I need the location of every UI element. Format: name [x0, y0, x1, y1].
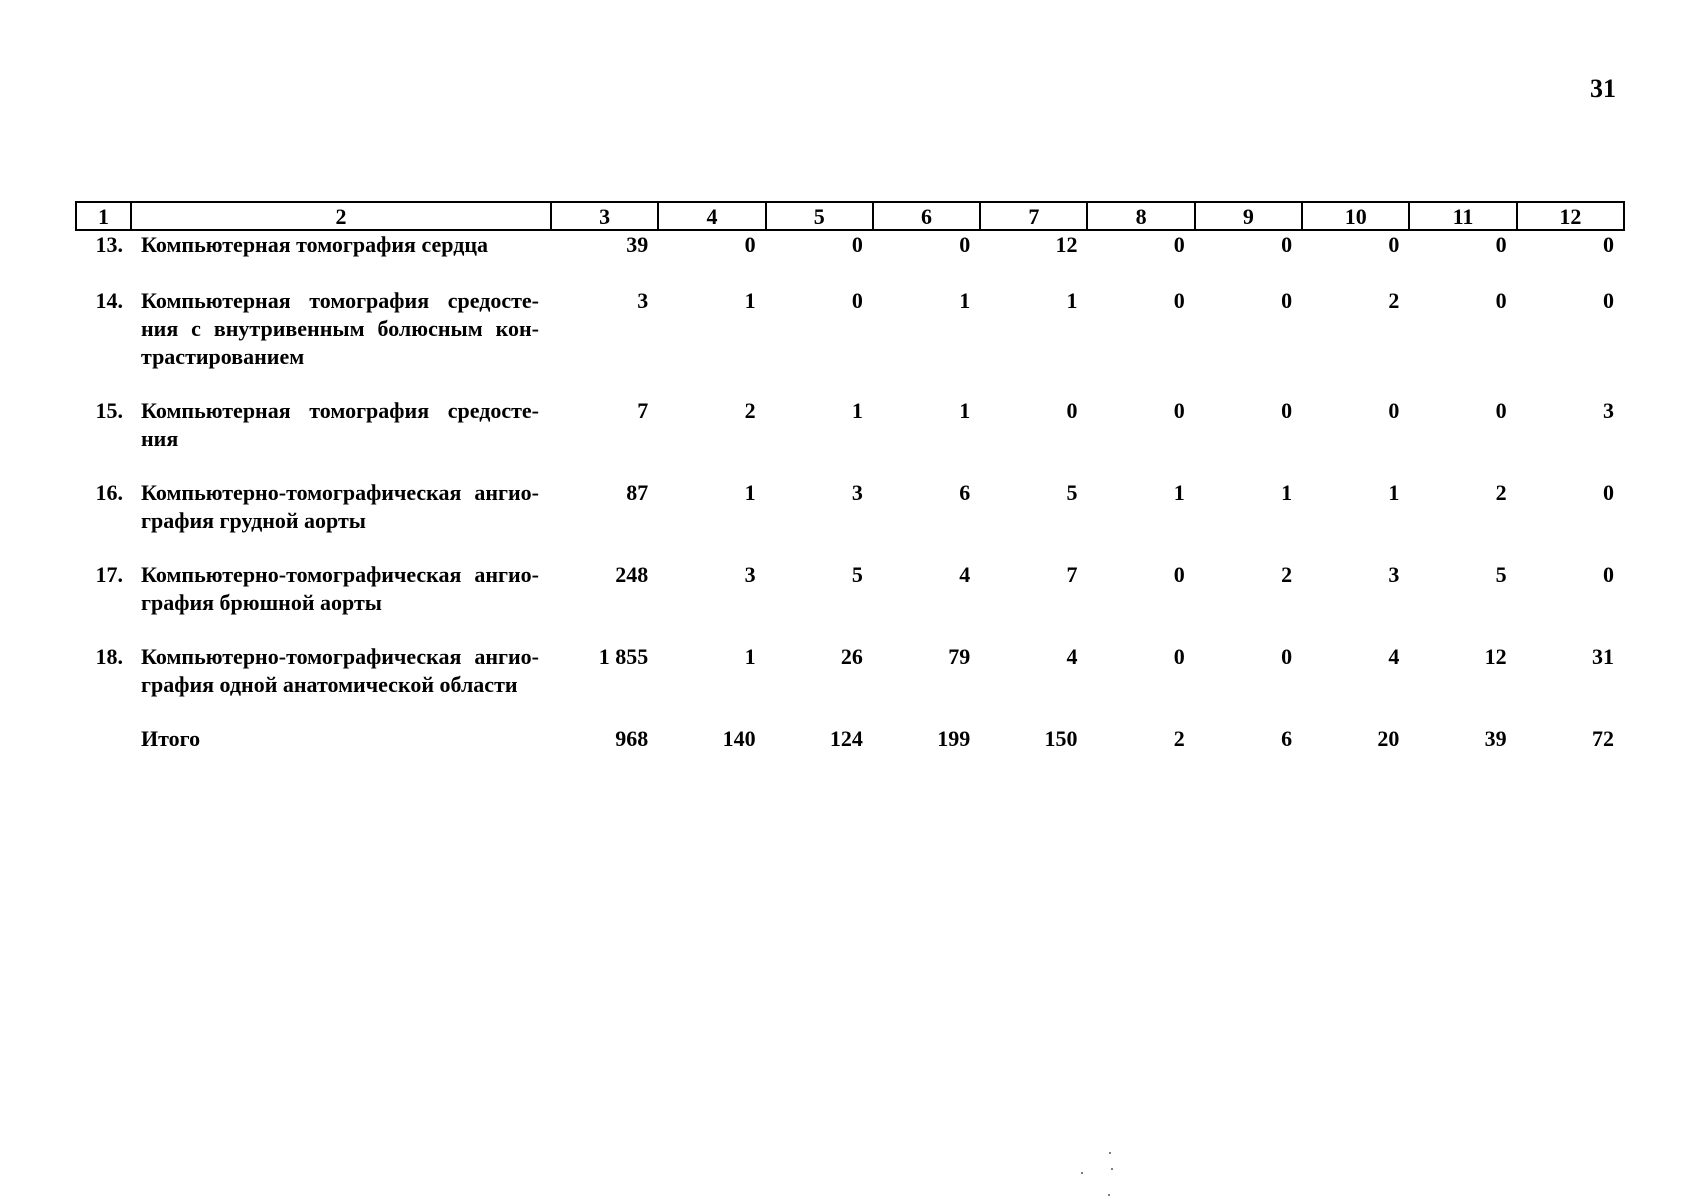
- cell-value: 12: [1055, 232, 1078, 257]
- cell-value: 248: [615, 562, 649, 587]
- cell-value: 1: [744, 288, 756, 313]
- cell-value: 0: [959, 232, 971, 257]
- cell-value: 968: [615, 726, 649, 751]
- table-total-row: [76, 723, 1624, 779]
- cell-value: 1: [1066, 288, 1078, 313]
- column-header: 1: [76, 202, 131, 230]
- cell-value: 2: [1173, 726, 1185, 751]
- cell-value: 0: [1602, 232, 1614, 257]
- cell-value: 0: [1495, 232, 1507, 257]
- table-row: [76, 395, 1624, 477]
- speck: [1109, 1152, 1111, 1154]
- cell-value: 150: [1044, 726, 1078, 751]
- column-header: 11: [1409, 202, 1516, 230]
- cell-value: 0: [851, 232, 863, 257]
- column-header: 10: [1302, 202, 1409, 230]
- cell-value: 0: [1173, 288, 1185, 313]
- cell-value: 4: [1066, 644, 1078, 669]
- cell-value: 3: [1388, 562, 1400, 587]
- column-header: 9: [1195, 202, 1302, 230]
- cell-value: 2: [1281, 562, 1293, 587]
- cell-value: 1: [1173, 480, 1185, 505]
- cell-value: 3: [637, 288, 649, 313]
- row-name: Компьютерно-томографическая ангио-графия одной анатомической области: [141, 644, 539, 697]
- row-name: Итого: [141, 726, 201, 751]
- table-row: [76, 230, 1624, 285]
- cell-value: 1: [851, 398, 863, 423]
- cell-value: 124: [829, 726, 863, 751]
- cell-value: 2: [1495, 480, 1507, 505]
- row-number: [76, 723, 131, 779]
- table-row: [76, 559, 1624, 641]
- row-number: 15.: [95, 398, 123, 423]
- cell-value: 5: [851, 562, 863, 587]
- table-header-row: [76, 202, 1624, 230]
- column-header: 6: [873, 202, 980, 230]
- cell-value: 6: [959, 480, 971, 505]
- table-row: [76, 641, 1624, 723]
- cell-value: 0: [1173, 562, 1185, 587]
- cell-value: 1: [1281, 480, 1293, 505]
- cell-value: 0: [1281, 398, 1293, 423]
- cell-value: 31: [1591, 644, 1614, 669]
- cell-value: 5: [1495, 562, 1507, 587]
- column-header: 2: [131, 202, 551, 230]
- cell-value: 72: [1591, 726, 1614, 751]
- cell-value: 5: [1066, 480, 1078, 505]
- column-header: 12: [1517, 202, 1624, 230]
- cell-value: 0: [1495, 288, 1507, 313]
- cell-value: 39: [1484, 726, 1507, 751]
- page-number: 31: [1590, 74, 1616, 103]
- cell-value: 1: [959, 288, 971, 313]
- row-name: Компьютерная томография средосте-ния: [141, 398, 539, 451]
- cell-value: 0: [1173, 644, 1185, 669]
- cell-value: 7: [1066, 562, 1078, 587]
- column-header: 3: [551, 202, 658, 230]
- statistics-table: [75, 201, 1625, 779]
- cell-value: 140: [722, 726, 756, 751]
- row-name: Компьютерно-томографическая ангио-графия грудной аорты: [141, 480, 539, 533]
- column-header: 7: [980, 202, 1087, 230]
- cell-value: 0: [1495, 398, 1507, 423]
- row-number: 13.: [95, 232, 123, 257]
- cell-value: 0: [1066, 398, 1078, 423]
- cell-value: 3: [851, 480, 863, 505]
- cell-value: 1: [959, 398, 971, 423]
- row-name: Компьютерная томография сердца: [141, 232, 489, 257]
- row-number: 16.: [95, 480, 123, 505]
- cell-value: 20: [1377, 726, 1400, 751]
- cell-value: 0: [851, 288, 863, 313]
- row-number: 14.: [95, 288, 123, 313]
- cell-value: 87: [626, 480, 649, 505]
- cell-value: 1: [1388, 480, 1400, 505]
- cell-value: 1 855: [598, 644, 649, 669]
- cell-value: 0: [744, 232, 756, 257]
- row-number: 17.: [95, 562, 123, 587]
- table-row: [76, 285, 1624, 395]
- cell-value: 199: [937, 726, 971, 751]
- cell-value: 12: [1484, 644, 1507, 669]
- cell-value: 0: [1602, 288, 1614, 313]
- cell-value: 4: [959, 562, 971, 587]
- cell-value: 1: [744, 480, 756, 505]
- speck: [1081, 1172, 1083, 1174]
- table-row: [76, 477, 1624, 559]
- column-header: 4: [658, 202, 765, 230]
- cell-value: 0: [1281, 288, 1293, 313]
- cell-value: 0: [1173, 398, 1185, 423]
- cell-value: 2: [1388, 288, 1400, 313]
- cell-value: 6: [1281, 726, 1293, 751]
- cell-value: 0: [1602, 562, 1614, 587]
- cell-value: 26: [840, 644, 863, 669]
- cell-value: 0: [1388, 232, 1400, 257]
- speck: [1108, 1194, 1110, 1196]
- column-header: 5: [766, 202, 873, 230]
- cell-value: 2: [744, 398, 756, 423]
- cell-value: 4: [1388, 644, 1400, 669]
- cell-value: 0: [1173, 232, 1185, 257]
- row-number: 18.: [95, 644, 123, 669]
- cell-value: 79: [948, 644, 971, 669]
- row-name: Компьютерно-томографическая ангио-графия брюшной аорты: [141, 562, 539, 615]
- cell-value: 0: [1388, 398, 1400, 423]
- cell-value: 0: [1281, 232, 1293, 257]
- cell-value: 3: [744, 562, 756, 587]
- cell-value: 1: [744, 644, 756, 669]
- cell-value: 7: [637, 398, 649, 423]
- row-name: Компьютерная томография средосте-ния с внутривенным болюсным кон-трастированием: [141, 288, 539, 369]
- cell-value: 0: [1602, 480, 1614, 505]
- cell-value: 0: [1281, 644, 1293, 669]
- scan-specks: [1075, 1150, 1115, 1200]
- speck: [1111, 1168, 1113, 1170]
- cell-value: 3: [1602, 398, 1614, 423]
- cell-value: 39: [626, 232, 649, 257]
- column-header: 8: [1087, 202, 1194, 230]
